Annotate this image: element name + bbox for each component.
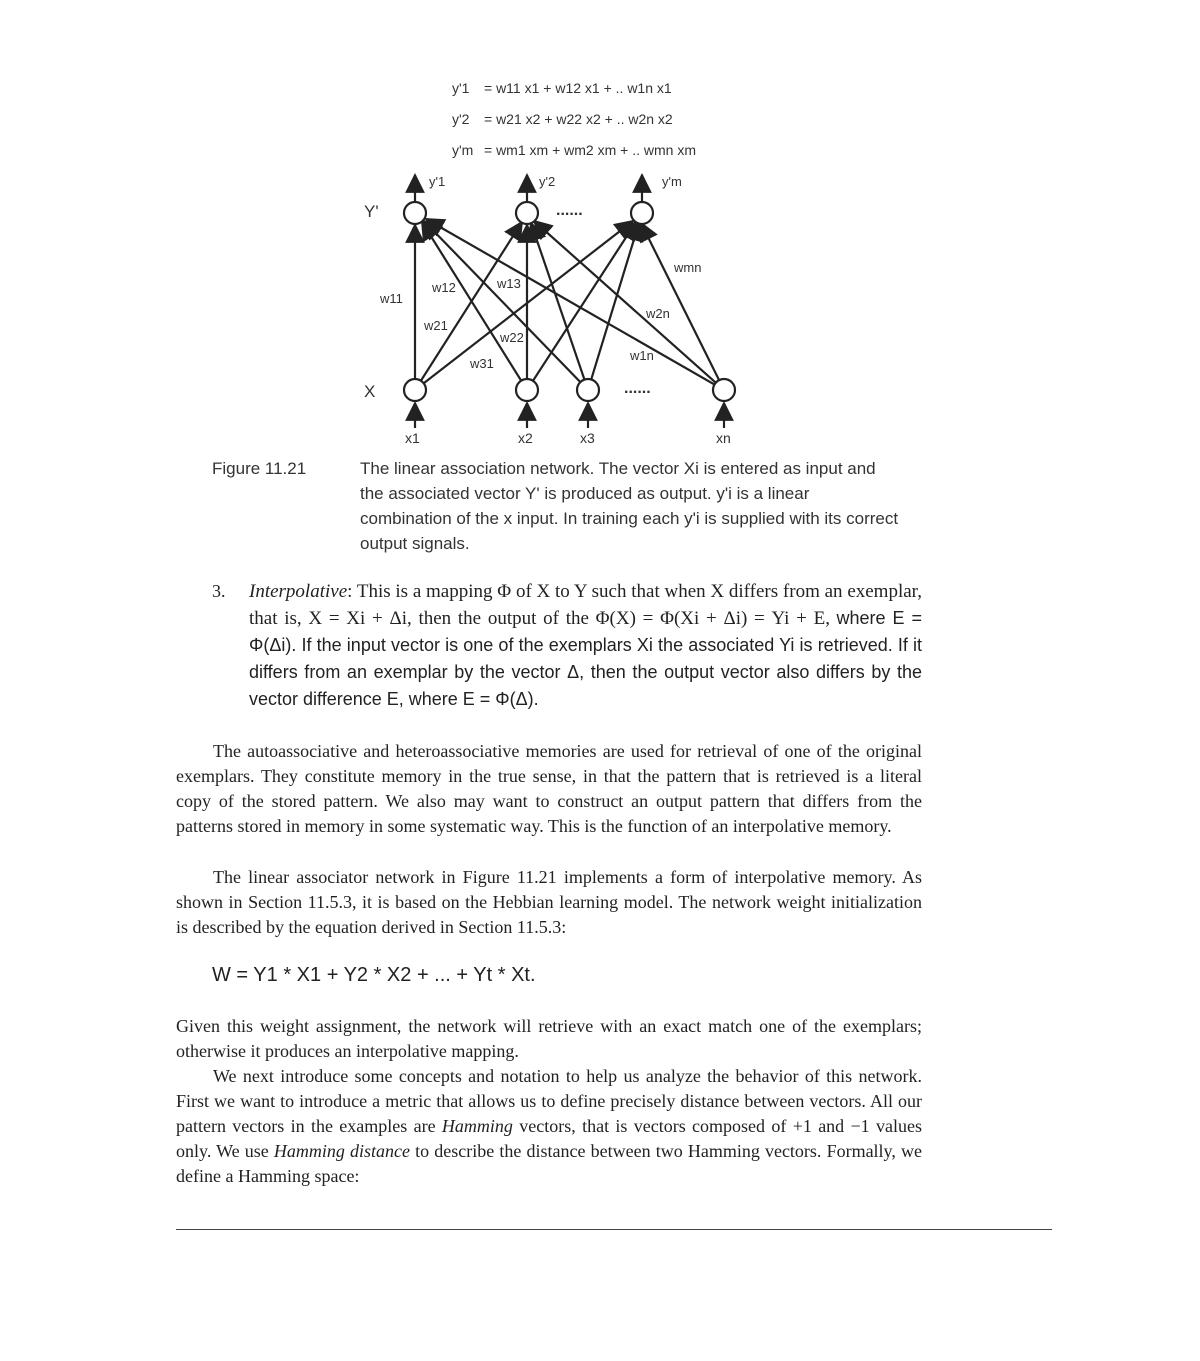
list-item-interpolative <box>212 578 922 713</box>
weight-label: w12 <box>432 280 456 295</box>
eq-lhs: y'm <box>452 142 474 158</box>
input-node <box>713 379 735 401</box>
weight-label: w31 <box>470 356 494 371</box>
output-ellipsis: ...... <box>556 202 583 219</box>
eq-rhs: = w21 x2 + w22 x2 + .. w2n x2 <box>484 111 673 127</box>
input-nodes <box>404 379 735 401</box>
figure-caption-text: The linear association network. The vector Xi is entered as input and the associated vector Y' is produced as output. y'i is a linear combination of the x input. In training each y'i is supplied with its correct output signals. <box>360 459 899 553</box>
output-labels <box>429 174 682 189</box>
output-arrows <box>415 175 642 202</box>
paragraph-3: Given this weight assignment, the network will retrieve with an exact match one of the exemplars; otherwise it produces an interpolative mapping. <box>176 1016 922 1061</box>
input-node <box>577 379 599 401</box>
input-layer-label: X <box>364 382 376 401</box>
p4-text: We next introduce some concepts and notation to help us analyze the behavior of this network. First we want to introduce a metric that allows us to define precisely distance between vectors. All our pattern vectors in the examples are <box>176 1066 922 1136</box>
p4-text: to describe the distance between two Hamming vectors. Formally, we define a Hamming space: <box>176 1141 923 1186</box>
footer-rule <box>176 1229 1052 1230</box>
weight-label: w13 <box>497 276 521 291</box>
output-label: y'm <box>662 174 682 189</box>
linear-association-network-figure <box>340 70 760 455</box>
list-item-number: 3. <box>212 581 226 601</box>
output-nodes <box>404 202 653 224</box>
input-label: x2 <box>518 430 533 446</box>
eq-rhs: = w11 x1 + w12 x1 + .. w1n x1 <box>484 80 672 96</box>
weight-label: w22 <box>500 330 524 345</box>
output-label: y'2 <box>539 174 556 189</box>
weight-connections <box>415 219 724 390</box>
output-layer-label: Y' <box>364 202 379 221</box>
eq-lhs: y'2 <box>452 111 470 127</box>
weight-label: w2n <box>646 306 670 321</box>
p4-text: vectors, that is vectors composed of +1 and −1 values only. We use <box>176 1116 922 1161</box>
input-arrows <box>415 403 724 428</box>
paragraph-4 <box>176 1064 922 1189</box>
input-node <box>516 379 538 401</box>
input-label: x3 <box>580 430 595 446</box>
weight-labels <box>379 260 701 371</box>
input-labels <box>405 430 731 446</box>
weight-label: wmn <box>674 260 702 275</box>
item-text-rest: where E = Φ(Δi). If the input vector is one of the exemplars Xi the associated Yi is retrieved. If it differs from an exemplar by the vector Δ, then the output vector also differs by the vector difference E, where E = Φ(Δ). <box>249 608 922 709</box>
output-label: y'1 <box>429 174 446 189</box>
paragraph-2: The linear associator network in Figure 11.21 implements a form of interpolative memory. As shown in Section 11.5.3, it is based on the Hebbian learning model. The network weight initialization is described by the equation derived in Section 11.5.3: <box>176 867 922 937</box>
eq-lhs: y'1 <box>452 80 470 96</box>
figure-caption-label: Figure 11.21 <box>212 459 307 478</box>
term-hamming: Hamming <box>441 1116 513 1136</box>
term-hamming-distance: Hamming distance <box>273 1141 411 1161</box>
input-label: x1 <box>405 430 420 446</box>
output-node <box>404 202 426 224</box>
item-text-intro: : This is a mapping Φ of X to Y such that when X differs from an exemplar, that is, X = Xi + Δi, then the output of the Φ(X) = Φ(Xi + Δi) = Yi + E, <box>249 581 922 629</box>
paragraph-1: The autoassociative and heteroassociative memories are used for retrieval of one of the original exemplars. They constitute memory in the true sense, in that the pattern that is retrieved is a literal copy of the stored pattern. We also may want to construct an output pattern that differs from the patterns stored in memory in some systematic way. This is the function of an interpolative memory. <box>176 741 922 836</box>
weight-label: w11 <box>380 291 403 306</box>
term-interpolative: Interpolative <box>249 581 348 602</box>
input-ellipsis: ...... <box>624 380 651 397</box>
output-equations <box>452 80 696 158</box>
weight-equation: W = Y1 * X1 + Y2 * X2 + ... + Yt * Xt. <box>212 964 536 986</box>
output-node <box>631 202 653 224</box>
input-label: xn <box>716 430 731 446</box>
output-node <box>516 202 538 224</box>
weight-label: w1n <box>630 348 654 363</box>
weight-label: w21 <box>424 318 448 333</box>
eq-rhs: = wm1 xm + wm2 xm + .. wmn xm <box>484 142 696 158</box>
input-node <box>404 379 426 401</box>
